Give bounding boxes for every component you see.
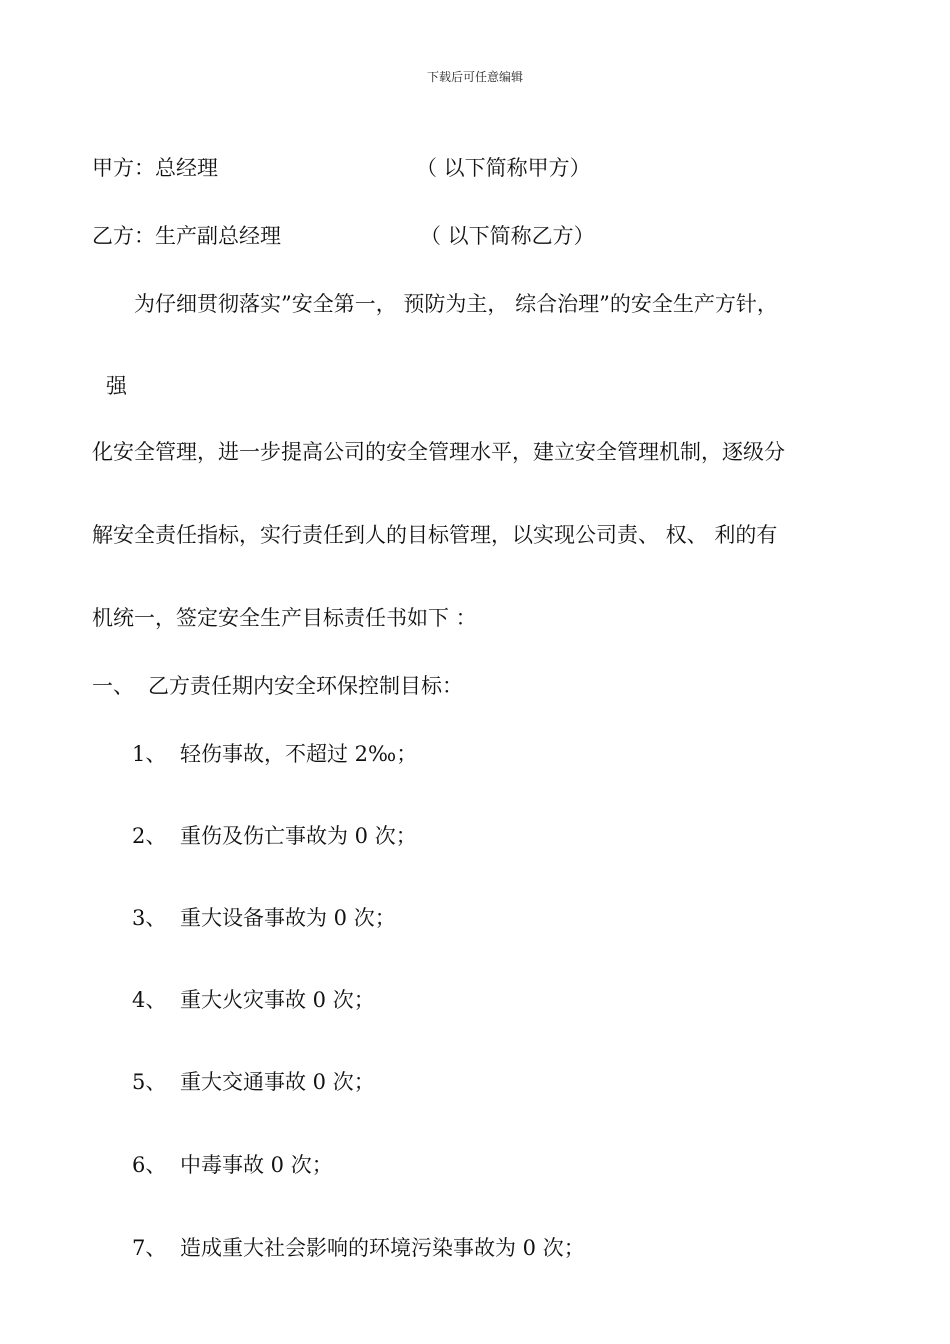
- target-text: 重大设备事故为 0 次；: [180, 906, 396, 930]
- section-1-number: 一、: [92, 674, 134, 698]
- target-text: 轻伤事故，不超过 2‰；: [180, 742, 418, 766]
- target-number: 3、: [132, 906, 167, 930]
- target-number: 2、: [132, 824, 167, 848]
- intro-line-2: 强: [106, 374, 127, 398]
- section-1-heading: 乙方责任期内安全环保控制目标：: [148, 674, 463, 698]
- party-b-note: （ 以下简称乙方）: [420, 224, 595, 248]
- target-number: 1、: [132, 742, 167, 766]
- page-header-note: 下载后可任意编辑: [426, 70, 523, 84]
- party-a-label: 甲方：总经理: [92, 156, 218, 180]
- target-text: 中毒事故 0 次；: [180, 1153, 333, 1177]
- target-number: 7、: [132, 1236, 167, 1260]
- intro-line-1: 为仔细贯彻落实”安全第一， 预防为主， 综合治理”的安全生产方针，: [134, 292, 778, 316]
- target-number: 4、: [132, 988, 167, 1012]
- intro-line-4: 解安全责任指标，实行责任到人的目标管理，以实现公司责、 权、 利的有: [92, 523, 778, 547]
- target-text: 重伤及伤亡事故为 0 次；: [180, 824, 417, 848]
- target-number: 5、: [132, 1070, 167, 1094]
- target-text: 重大火灾事故 0 次；: [180, 988, 375, 1012]
- party-b-label: 乙方：生产副总经理: [92, 224, 281, 248]
- intro-line-3: 化安全管理，进一步提高公司的安全管理水平，建立安全管理机制，逐级分: [92, 440, 785, 464]
- party-a-note: （ 以下简称甲方）: [416, 156, 591, 180]
- target-text: 重大交通事故 0 次；: [180, 1070, 375, 1094]
- intro-line-5: 机统一，签定安全生产目标责任书如下 ：: [92, 606, 477, 630]
- target-number: 6、: [132, 1153, 167, 1177]
- target-text: 造成重大社会影响的环境污染事故为 0 次；: [180, 1236, 585, 1260]
